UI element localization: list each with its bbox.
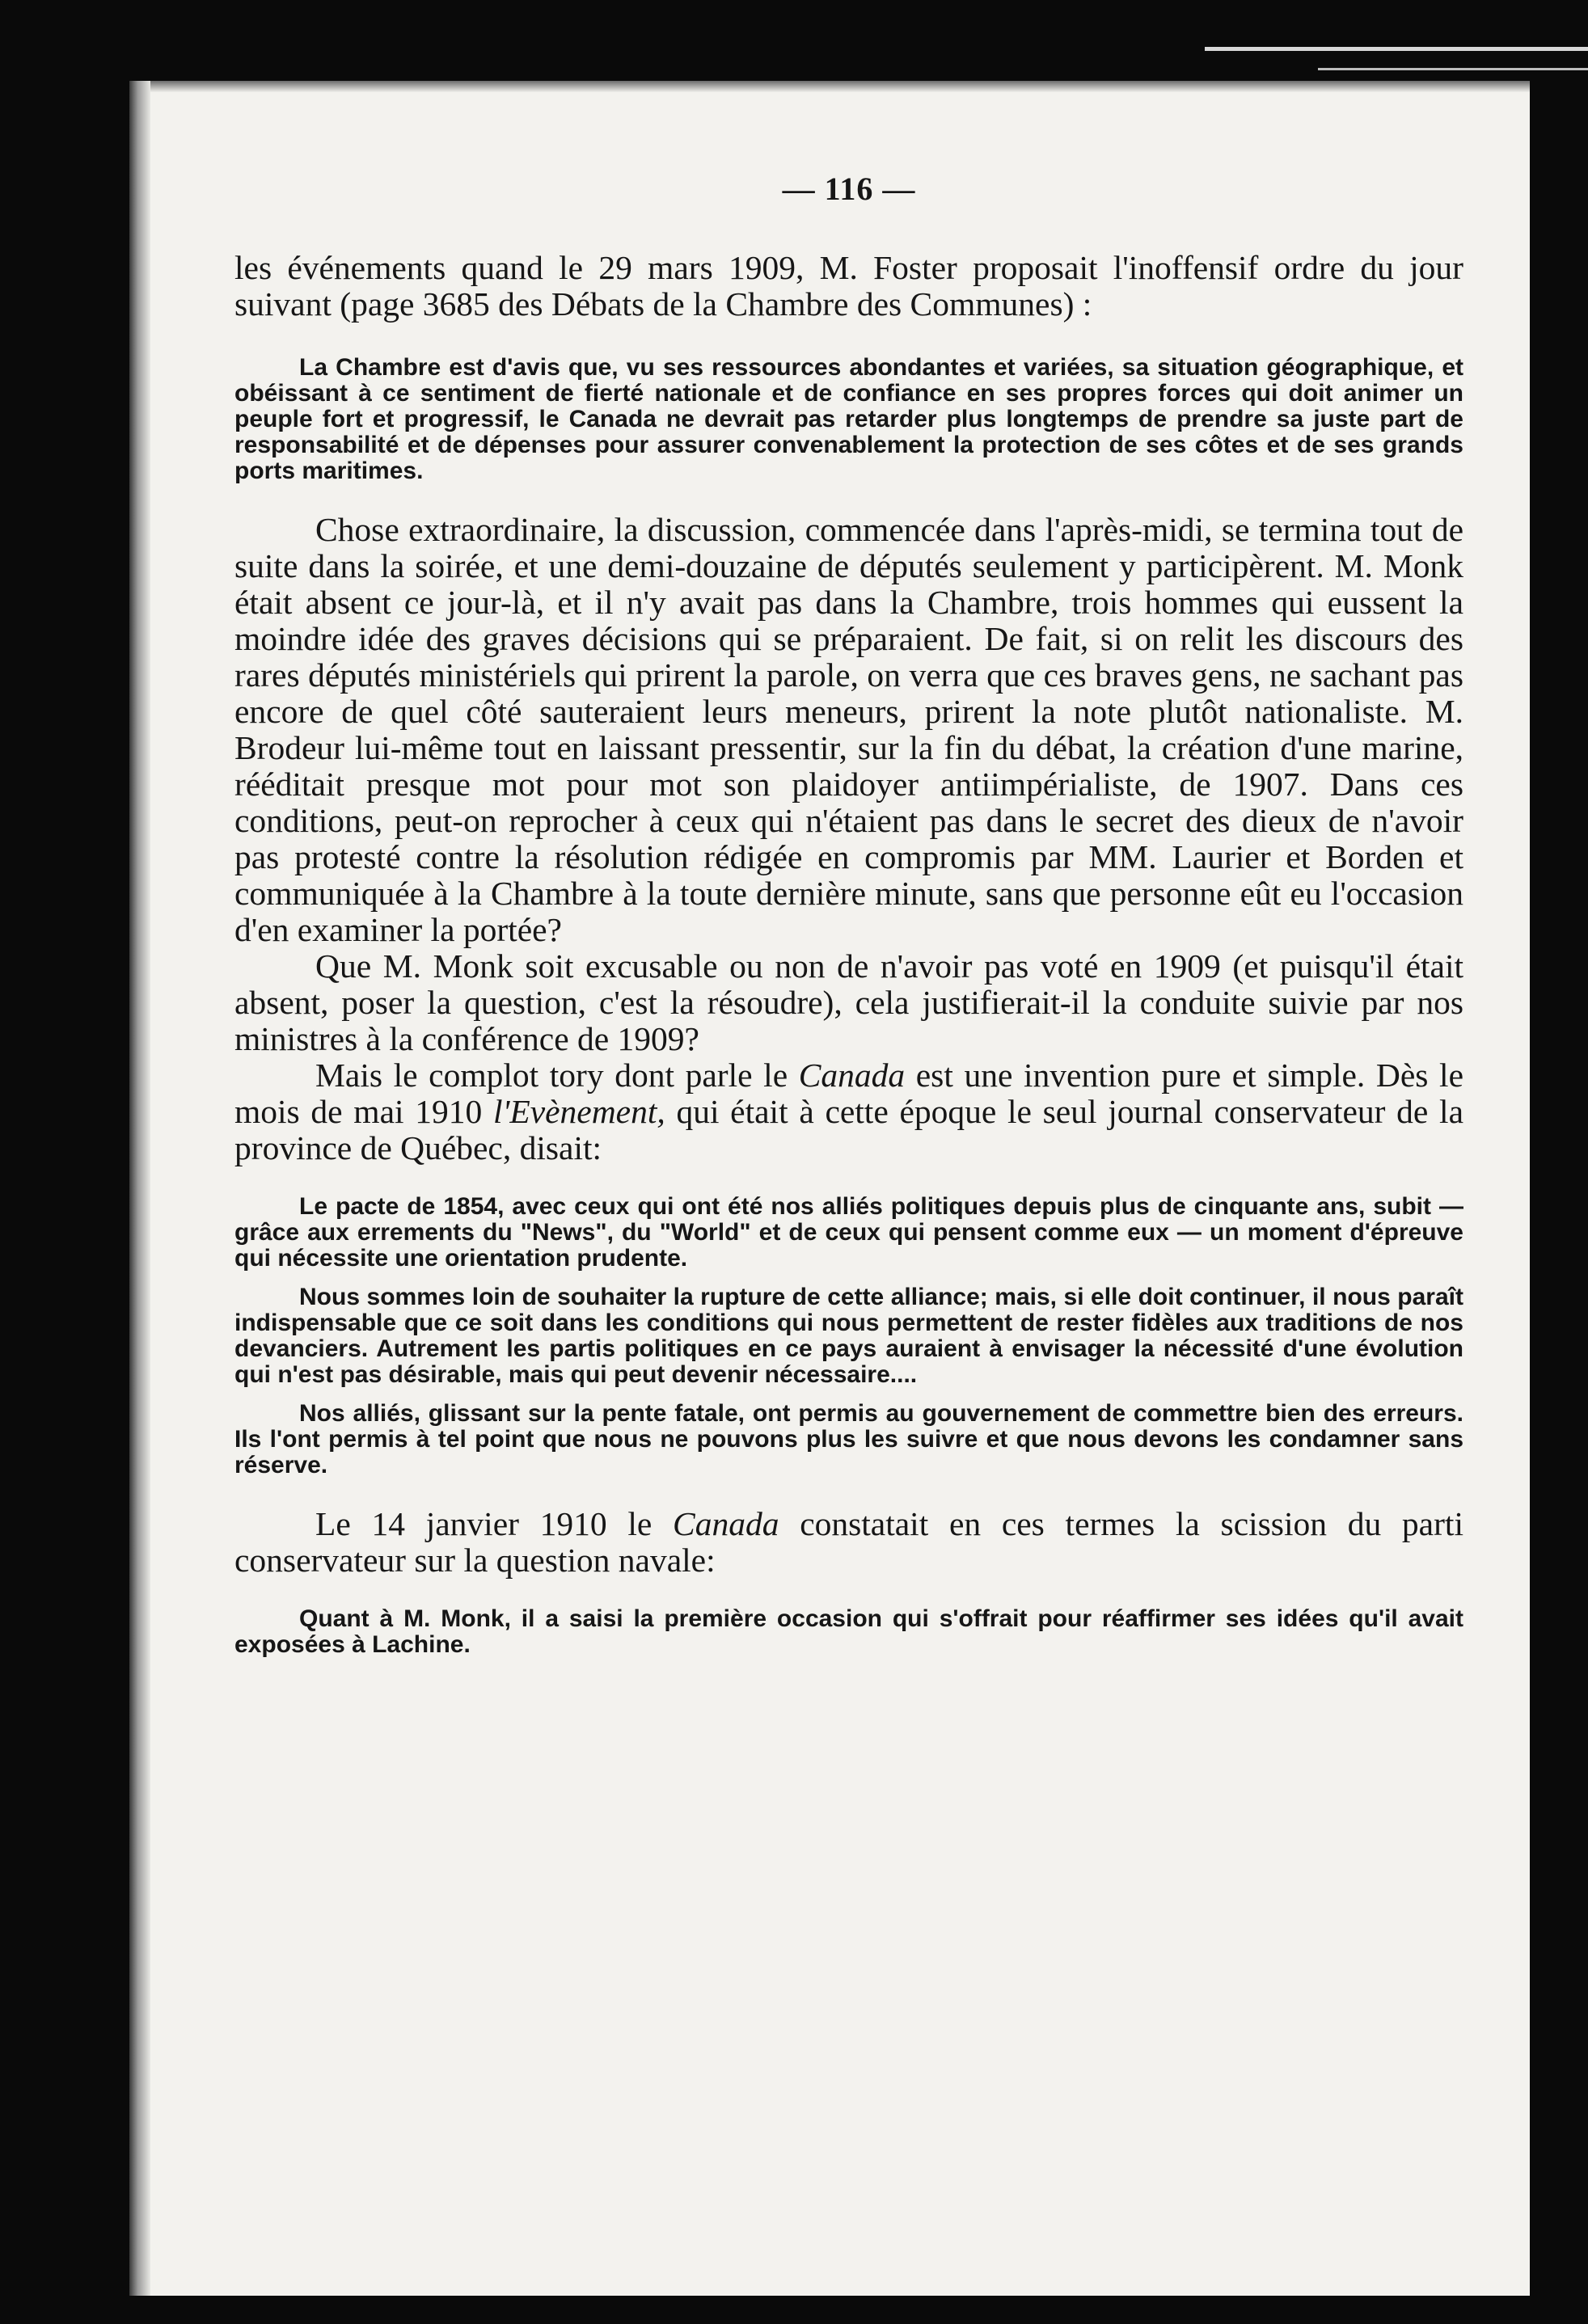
block-quote: Nous sommes loin de souhaiter la rupture de cette alliance; mais, si elle doit continuer, il nous paraît indispensable que ce soit dans les conditions qui nous permettent de rester fidèles aux traditions de nos devanciers. Autrement les partis politiques en ce pays auraient à envisager la nécessité d'une évolution qui n'est pas désirable, mais qui peut devenir nécessaire.... [234, 1284, 1463, 1388]
block-quote: Quant à M. Monk, il a saisi la première occasion qui s'offrait pour réaffirmer ses idées qu'il avait exposées à Lachine. [234, 1605, 1463, 1658]
paragraph: Chose extraordinaire, la discussion, commencée dans l'après-midi, se termina tout de suite dans la soirée, et une demi-douzaine de députés seulement y participèrent. M. Monk était absent ce jour-là, et il n'y avait pas dans la Chambre, trois hommes qui eussent la moindre idée des graves décisions qui se préparaient. De fait, si on relit les discours des rares députés ministériels qui prirent la parole, on verra que ces braves gens, ne sachant pas encore de quel côté sauteraient leurs meneurs, prirent la note plutôt nationaliste. M. Brodeur lui-même tout en laissant pressentir, sur la fin du débat, la création d'une marine, rééditait presque mot pour mot son plaidoyer antiimpérialiste, de 1907. Dans ces conditions, peut-on reprocher à ceux qui n'étaient pas dans le secret des dieux de n'avoir pas protesté contre la résolution rédigée en compromis par MM. Laurier et Borden et communiquée à la Chambre à la toute dernière minute, sans que personne eût eu l'occasion d'en examiner la portée? [234, 511, 1463, 948]
block-quote: La Chambre est d'avis que, vu ses ressources abondantes et variées, sa situation géographique, et obéissant à ce sentiment de fierté nationale et de confiance en ses propres forces qui doit animer un peuple fort et progressif, le Canada ne devrait pas retarder plus longtemps de prendre sa juste part de responsabilité et de dépenses pour assurer convenablement la protection de ses côtes et de ses grands ports maritimes. [234, 354, 1463, 484]
text-run: qui était à cette époque le seul journal conservateur de la province de Québec, disait: [234, 1093, 1463, 1166]
scanner-edge-line [1318, 68, 1588, 70]
page-number: — 116 — [782, 171, 916, 207]
text-run: est une invention pure et simple. Dès le mois de mai 1910 [234, 1057, 1463, 1130]
paragraph [234, 1057, 1463, 1166]
text-run: Mais le complot tory dont parle le [315, 1057, 799, 1094]
paragraph: Que M. Monk soit excusable ou non de n'avoir pas voté en 1909 (et puisqu'il était absent, poser la question, c'est la résoudre), cela justifierait-il la conduite suivie par nos ministres à la conférence de 1909? [234, 947, 1463, 1057]
scanner-edge-line [1205, 47, 1588, 51]
page-top-shadow [129, 81, 1530, 92]
text-run: constatait en ces termes la scission du parti conservateur sur la question navale: [234, 1505, 1463, 1579]
text-run: Le 14 janvier 1910 le [315, 1505, 674, 1542]
newspaper-name: l'Evènement, [492, 1093, 665, 1130]
paragraph: les événements quand le 29 mars 1909, M. Foster proposait l'inoffensif ordre du jour suivant (page 3685 des Débats de la Chambre des Communes) : [234, 249, 1463, 323]
paragraph [234, 1506, 1463, 1579]
newspaper-name: Canada [673, 1505, 779, 1542]
block-quote: Le pacte de 1854, avec ceux qui ont été nos alliés politiques depuis plus de cinquante ans, subit — grâce aux errements du "News", du "World" et de ceux qui pensent comme eux — un moment d'épreuve qui nécessite une orientation prudente. [234, 1193, 1463, 1272]
page-binding-shadow [129, 81, 150, 2296]
page-content [234, 170, 1463, 1658]
block-quote: Nos alliés, glissant sur la pente fatale, ont permis au gouvernement de commettre bien des erreurs. Ils l'ont permis à tel point que nous ne pouvons plus les suivre et que nous devons les condamner sans réserve. [234, 1400, 1463, 1478]
newspaper-name: Canada [798, 1057, 906, 1094]
